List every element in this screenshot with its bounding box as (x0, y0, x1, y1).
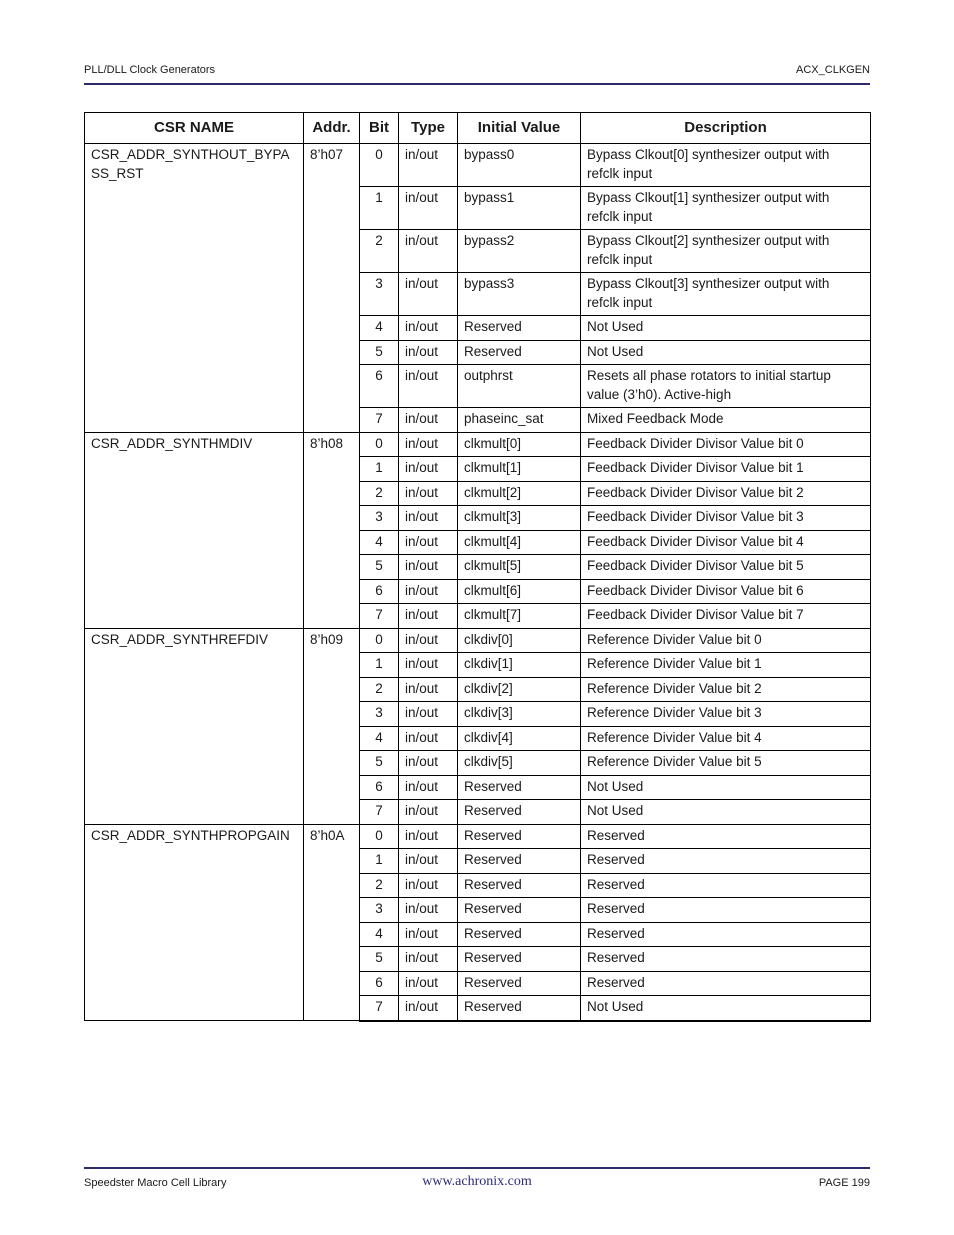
initial-value-cell: Reserved (458, 971, 581, 996)
bit-cell: 7 (360, 408, 399, 433)
bit-cell: 4 (360, 530, 399, 555)
description-cell: Resets all phase rotators to initial startup value (3’h0). Active-high (581, 365, 871, 408)
type-cell: in/out (399, 971, 458, 996)
initial-value-cell: bypass0 (458, 144, 581, 187)
type-cell: in/out (399, 530, 458, 555)
bit-cell: 1 (360, 849, 399, 874)
initial-value-cell: Reserved (458, 873, 581, 898)
type-cell: in/out (399, 365, 458, 408)
type-cell: in/out (399, 947, 458, 972)
initial-value-cell: clkmult[0] (458, 432, 581, 457)
csr-addr-cell: 8’h07 (304, 144, 360, 433)
description-cell: Not Used (581, 775, 871, 800)
type-cell: in/out (399, 481, 458, 506)
initial-value-cell: clkdiv[1] (458, 653, 581, 678)
csr-register-table (84, 112, 871, 1022)
description-cell: Feedback Divider Divisor Value bit 3 (581, 506, 871, 531)
description-cell: Feedback Divider Divisor Value bit 0 (581, 432, 871, 457)
csr-name-cell: CSR_ADDR_SYNTHOUT_BYPASS_RST (85, 144, 304, 433)
type-cell: in/out (399, 898, 458, 923)
column-header-csr-name: CSR NAME (85, 113, 304, 144)
description-cell: Feedback Divider Divisor Value bit 7 (581, 604, 871, 629)
footer-page-number: PAGE 199 (818, 1177, 870, 1189)
description-cell: Not Used (581, 340, 871, 365)
description-cell: Bypass Clkout[0] synthesizer output with refclk input (581, 144, 871, 187)
type-cell: in/out (399, 316, 458, 341)
description-cell: Reserved (581, 849, 871, 874)
description-cell: Reference Divider Value bit 2 (581, 677, 871, 702)
initial-value-cell: clkmult[2] (458, 481, 581, 506)
initial-value-cell: clkdiv[4] (458, 726, 581, 751)
type-cell: in/out (399, 273, 458, 316)
type-cell: in/out (399, 800, 458, 825)
csr-name-cell: CSR_ADDR_SYNTHMDIV (85, 432, 304, 628)
csr-addr-cell: 8’h08 (304, 432, 360, 628)
footer-rule (84, 1167, 870, 1169)
bit-cell: 2 (360, 873, 399, 898)
type-cell: in/out (399, 506, 458, 531)
description-cell: Reference Divider Value bit 4 (581, 726, 871, 751)
csr-name-cell: CSR_ADDR_SYNTHREFDIV (85, 628, 304, 824)
type-cell: in/out (399, 996, 458, 1021)
description-cell: Reserved (581, 922, 871, 947)
table-row (85, 144, 871, 187)
bit-cell: 5 (360, 340, 399, 365)
description-cell: Feedback Divider Divisor Value bit 2 (581, 481, 871, 506)
bit-cell: 1 (360, 187, 399, 230)
header-rule (84, 83, 870, 85)
initial-value-cell: clkmult[6] (458, 579, 581, 604)
initial-value-cell: Reserved (458, 800, 581, 825)
initial-value-cell: clkdiv[0] (458, 628, 581, 653)
type-cell: in/out (399, 873, 458, 898)
description-cell: Not Used (581, 996, 871, 1021)
description-cell: Reserved (581, 947, 871, 972)
csr-addr-cell: 8’h0A (304, 824, 360, 1021)
table-row (85, 824, 871, 849)
description-cell: Reference Divider Value bit 1 (581, 653, 871, 678)
initial-value-cell: clkmult[3] (458, 506, 581, 531)
bit-cell: 2 (360, 230, 399, 273)
type-cell: in/out (399, 579, 458, 604)
bit-cell: 0 (360, 628, 399, 653)
bit-cell: 0 (360, 144, 399, 187)
csr-addr-cell: 8’h09 (304, 628, 360, 824)
bit-cell: 5 (360, 555, 399, 580)
csr-name-cell: CSR_ADDR_SYNTHPROPGAIN (85, 824, 304, 1021)
type-cell: in/out (399, 849, 458, 874)
bit-cell: 2 (360, 677, 399, 702)
description-cell: Reserved (581, 971, 871, 996)
bit-cell: 6 (360, 971, 399, 996)
bit-cell: 5 (360, 751, 399, 776)
initial-value-cell: Reserved (458, 996, 581, 1021)
initial-value-cell: clkmult[5] (458, 555, 581, 580)
description-cell: Reference Divider Value bit 5 (581, 751, 871, 776)
bit-cell: 0 (360, 824, 399, 849)
bit-cell: 7 (360, 604, 399, 629)
bit-cell: 6 (360, 579, 399, 604)
bit-cell: 4 (360, 316, 399, 341)
table-header-row (85, 113, 871, 144)
bit-cell: 0 (360, 432, 399, 457)
initial-value-cell: clkmult[1] (458, 457, 581, 482)
bit-cell: 2 (360, 481, 399, 506)
table-row (85, 628, 871, 653)
type-cell: in/out (399, 702, 458, 727)
initial-value-cell: bypass3 (458, 273, 581, 316)
type-cell: in/out (399, 408, 458, 433)
bit-cell: 3 (360, 898, 399, 923)
bit-cell: 7 (360, 800, 399, 825)
column-header-type: Type (399, 113, 458, 144)
description-cell: Feedback Divider Divisor Value bit 5 (581, 555, 871, 580)
column-header-bit: Bit (360, 113, 399, 144)
running-header-title: PLL/DLL Clock Generators (84, 64, 216, 76)
description-cell: Feedback Divider Divisor Value bit 6 (581, 579, 871, 604)
type-cell: in/out (399, 751, 458, 776)
column-header-initial-value: Initial Value (458, 113, 581, 144)
description-cell: Not Used (581, 800, 871, 825)
initial-value-cell: Reserved (458, 340, 581, 365)
bit-cell: 4 (360, 922, 399, 947)
table-row (85, 432, 871, 457)
type-cell: in/out (399, 824, 458, 849)
description-cell: Reserved (581, 824, 871, 849)
initial-value-cell: clkdiv[2] (458, 677, 581, 702)
bit-cell: 3 (360, 273, 399, 316)
initial-value-cell: clkmult[4] (458, 530, 581, 555)
initial-value-cell: Reserved (458, 316, 581, 341)
initial-value-cell: clkdiv[5] (458, 751, 581, 776)
type-cell: in/out (399, 628, 458, 653)
type-cell: in/out (399, 775, 458, 800)
footer-doc-title: Speedster Macro Cell Library (84, 1177, 227, 1189)
type-cell: in/out (399, 922, 458, 947)
bit-cell: 1 (360, 653, 399, 678)
running-header-section: ACX_CLKGEN (796, 64, 870, 76)
table-body (85, 144, 871, 1021)
type-cell: in/out (399, 653, 458, 678)
column-header-description: Description (581, 113, 871, 144)
initial-value-cell: clkmult[7] (458, 604, 581, 629)
type-cell: in/out (399, 555, 458, 580)
bit-cell: 6 (360, 365, 399, 408)
initial-value-cell: Reserved (458, 824, 581, 849)
footer-website-link[interactable]: www.achronix.com (422, 1174, 532, 1189)
bit-cell: 6 (360, 775, 399, 800)
type-cell: in/out (399, 187, 458, 230)
bit-cell: 5 (360, 947, 399, 972)
type-cell: in/out (399, 457, 458, 482)
initial-value-cell: Reserved (458, 849, 581, 874)
description-cell: Reference Divider Value bit 0 (581, 628, 871, 653)
description-cell: Bypass Clkout[1] synthesizer output with refclk input (581, 187, 871, 230)
initial-value-cell: phaseinc_sat (458, 408, 581, 433)
bit-cell: 7 (360, 996, 399, 1021)
bit-cell: 1 (360, 457, 399, 482)
description-cell: Reference Divider Value bit 3 (581, 702, 871, 727)
initial-value-cell: clkdiv[3] (458, 702, 581, 727)
type-cell: in/out (399, 340, 458, 365)
initial-value-cell: bypass1 (458, 187, 581, 230)
initial-value-cell: bypass2 (458, 230, 581, 273)
bit-cell: 3 (360, 702, 399, 727)
type-cell: in/out (399, 604, 458, 629)
type-cell: in/out (399, 144, 458, 187)
description-cell: Reserved (581, 898, 871, 923)
initial-value-cell: outphrst (458, 365, 581, 408)
type-cell: in/out (399, 230, 458, 273)
initial-value-cell: Reserved (458, 922, 581, 947)
type-cell: in/out (399, 432, 458, 457)
description-cell: Mixed Feedback Mode (581, 408, 871, 433)
initial-value-cell: Reserved (458, 775, 581, 800)
initial-value-cell: Reserved (458, 898, 581, 923)
description-cell: Bypass Clkout[2] synthesizer output with refclk input (581, 230, 871, 273)
initial-value-cell: Reserved (458, 947, 581, 972)
description-cell: Not Used (581, 316, 871, 341)
description-cell: Feedback Divider Divisor Value bit 1 (581, 457, 871, 482)
type-cell: in/out (399, 726, 458, 751)
description-cell: Reserved (581, 873, 871, 898)
type-cell: in/out (399, 677, 458, 702)
column-header-addr: Addr. (304, 113, 360, 144)
description-cell: Bypass Clkout[3] synthesizer output with refclk input (581, 273, 871, 316)
bit-cell: 4 (360, 726, 399, 751)
description-cell: Feedback Divider Divisor Value bit 4 (581, 530, 871, 555)
bit-cell: 3 (360, 506, 399, 531)
